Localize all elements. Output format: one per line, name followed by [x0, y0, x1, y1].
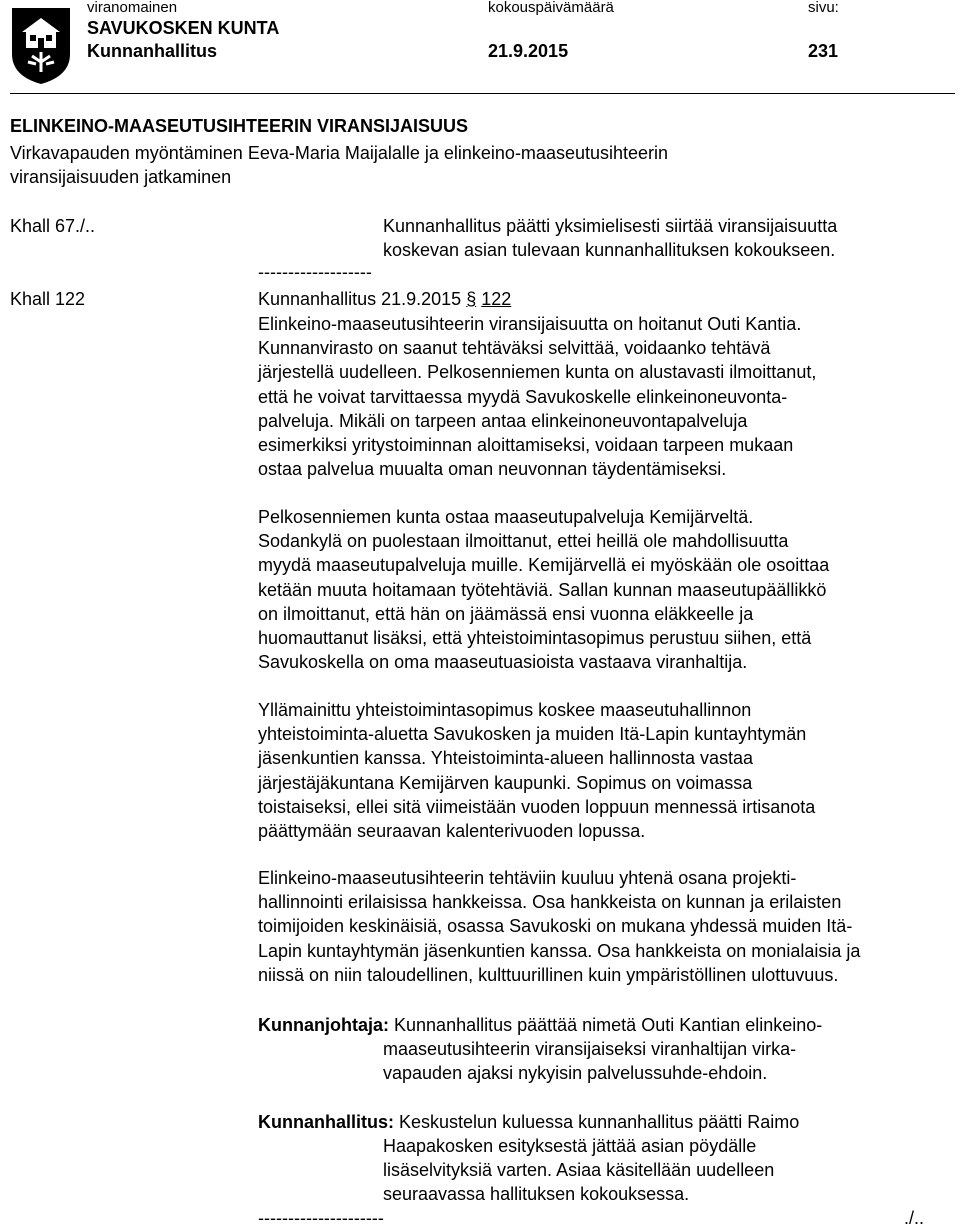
current-meeting [258, 287, 511, 311]
previous-decision-line-1: Kunnanhallitus päätti yksimielisesti siirtää viransijaisuutta [383, 216, 838, 236]
decision [258, 1110, 799, 1134]
paragraph-line: Sodankylä on puolestaan ilmoittanut, ettei heillä ole mahdollisuutta [258, 531, 789, 552]
header-rule [10, 93, 955, 94]
paragraph-line: Yllämainittu yhteistoimintasopimus koskee maaseutuhallinnon [258, 700, 752, 720]
section-title: ELINKEINO-MAASEUTUSIHTEERIN VIRANSIJAISUUS [10, 116, 469, 136]
paragraph-line: niissä on niin taloudellinen, kulttuurillinen kuin ympäristöllinen ulottuvuus. [258, 964, 839, 985]
paragraph-line: toistaiseksi, ellei sitä viimeistään vuoden loppuun mennessä irtisanota [258, 796, 816, 817]
decision-label: Kunnanhallitus: [258, 1112, 394, 1132]
paragraph-line: järjestellä uudelleen. Pelkosenniemen kunta on alustavasti ilmoittanut, [258, 362, 817, 383]
paragraph-line: Elinkeino-maaseutusihteerin viransijaisuutta on hoitanut Outi Kantia. [258, 314, 802, 334]
paragraph-line: hallinnointi erilaisissa hankkeissa. Osa hankkeista on kunnan ja erilaisten [258, 892, 842, 913]
paragraph-line: päättymään seuraavan kalenterivuoden lopussa. [258, 821, 646, 842]
proposal-label: Kunnanjohtaja: [258, 1015, 389, 1035]
proposal-line-1: Kunnanhallitus päättää nimetä Outi Kantian elinkeino- [394, 1015, 823, 1035]
paragraph-line: ketään muuta hoitamaan työtehtäviä. Sallan kunnan maaseutupäällikkö [258, 579, 827, 600]
proposal-line-3: vapauden ajaksi nykyisin palvelussuhde-ehdoin. [383, 1063, 768, 1084]
paragraph-line: että he voivat tarvittaessa myydä Savukoskelle elinkeinoneuvonta- [258, 386, 788, 407]
divider-line: ------------------- [258, 262, 372, 282]
paragraph-line: Pelkosenniemen kunta ostaa maaseutupalveluja Kemijärveltä. [258, 507, 754, 527]
section-number: § [466, 289, 477, 309]
header-page-label: sivu: [808, 0, 839, 16]
paragraph-line: jäsenkuntien kanssa. Yhteistoiminta-alueen hallinnosta vastaa [258, 748, 753, 769]
proposal [258, 1013, 822, 1037]
section-subtitle-line-2: viransijaisuuden jatkaminen [10, 167, 232, 187]
section-subtitle-line-1: Virkavapauden myöntäminen Eeva-Maria Maijalalle ja elinkeino-maaseutusihteerin [10, 143, 669, 163]
header-page-number: 231 [808, 41, 839, 61]
paragraph-line: on ilmoittanut, että hän on jäämässä ensi vuonna eläkkeelle ja [258, 603, 754, 624]
paragraph-line: toimijoiden keskinäisiä, osassa Savukoski on mukana yhdessä muiden Itä- [258, 916, 853, 937]
paragraph-3 [258, 698, 958, 843]
current-ref: Khall 122 [10, 289, 86, 309]
paragraph-line: esimerkiksi yritystoiminnan aloittamiseksi, voidaan tarpeen mukaan [258, 435, 794, 456]
previous-decision-line-2: koskevan asian tulevaan kunnanhallituksen kokoukseen. [383, 240, 836, 260]
paragraph-line: ostaa palvelua muualta oman neuvonnan täydentämiseksi. [258, 459, 727, 480]
municipality-crest [10, 6, 72, 86]
header-org: SAVUKOSKEN KUNTA [87, 18, 280, 38]
previous-ref: Khall 67./.. [10, 216, 96, 236]
paragraph-4 [258, 866, 958, 987]
paragraph-line: järjestäjäkuntana Kemijärven kaupunki. Sopimus on voimassa [258, 772, 753, 793]
header-body: Kunnanhallitus [87, 41, 217, 61]
footer-divider: --------------------- [258, 1208, 384, 1228]
decision-line-2: Haapakosken esityksestä jättää asian pöydälle [383, 1136, 757, 1156]
paragraph-line: Elinkeino-maaseutusihteerin tehtäviin kuuluu yhtenä osana projekti- [258, 868, 797, 888]
section-number-value: 122 [481, 289, 512, 309]
header-date: 21.9.2015 [488, 41, 569, 61]
decision-continuation [383, 1134, 774, 1207]
paragraph-line: Lapin kuntayhtymän jäsenkuntien kanssa. Osa hankkeista on monialaisia ja [258, 940, 861, 961]
paragraph-1 [258, 312, 958, 481]
header-authority-label: viranomainen [87, 0, 178, 16]
paragraph-2 [258, 505, 958, 674]
continued-marker: ./.. [904, 1208, 925, 1228]
proposal-continuation [383, 1037, 796, 1085]
proposal-line-2: maaseutusihteerin viransijaiseksi viranhaltijan virka- [383, 1039, 797, 1059]
paragraph-line: myydä maaseutupalveluja muille. Kemijärvellä ei myöskään ole osoittaa [258, 555, 830, 576]
paragraph-line: Savukoskella on oma maaseutuasioista vastaava viranhaltija. [258, 652, 748, 673]
paragraph-line: palveluja. Mikäli on tarpeen antaa elinkeinoneuvontapalveluja [258, 410, 748, 431]
paragraph-line: huomauttanut lisäksi, että yhteistoimintasopimus perustuu siihen, että [258, 628, 812, 649]
paragraph-line: Kunnanvirasto on saanut tehtäväksi selvittää, voidaanko tehtävä [258, 338, 771, 359]
paragraph-line: yhteistoiminta-aluetta Savukosken ja muiden Itä-Lapin kuntayhtymän [258, 724, 807, 745]
decision-line-1: Keskustelun kuluessa kunnanhallitus päätti Raimo [399, 1112, 800, 1132]
decision-line-4: seuraavassa hallituksen kokouksessa. [383, 1184, 690, 1205]
header-date-label: kokouspäivämäärä [488, 0, 614, 16]
decision-line-3: lisäselvityksiä varten. Asiaa käsitellään uudelleen [383, 1160, 775, 1181]
meeting-name-date: Kunnanhallitus 21.9.2015 [258, 289, 462, 309]
